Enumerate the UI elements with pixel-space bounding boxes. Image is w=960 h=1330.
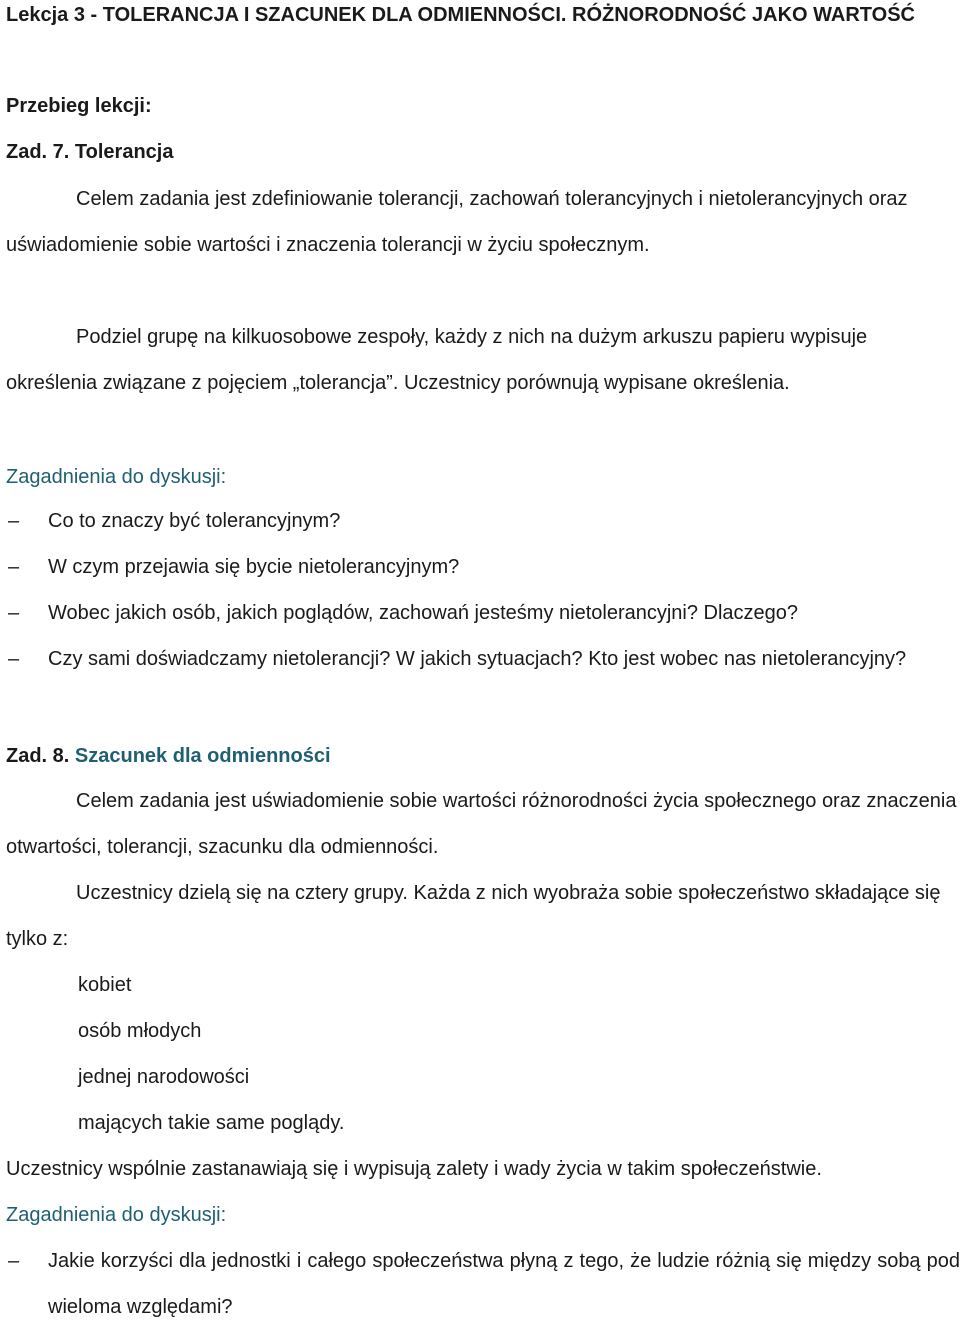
task-7-title: Tolerancja (74, 141, 174, 163)
task-8-instructions-paragraph: Uczestnicy dzielą się na cztery grupy. Każda z nich wyobraża sobie społeczeństwo składające się tylko z: (6, 882, 941, 950)
task-8-number: Zad. 8. (6, 745, 75, 767)
task-8-goal-paragraph: Celem zadania jest uświadomienie sobie wartości różnorodności życia społecznego oraz znaczenia otwartości, tolerancji, szacunku dla odmienności. (6, 790, 957, 858)
page-title: Lekcja 3 - TOLERANCJA I SZACUNEK DLA ODMIENNOŚCI. RÓŻNORODNOŚĆ JAKO WARTOŚĆ (6, 4, 915, 26)
task-7-number: Zad. 7. (6, 141, 75, 163)
list-item (6, 636, 960, 682)
task-8-title: Szacunek dla odmienności (74, 745, 331, 767)
task-8-question-list (6, 1238, 960, 1330)
dash-bullet-icon: – (8, 602, 20, 624)
task-8-discussion-label: Zagadnienia do dyskusji: (6, 1204, 227, 1226)
list-item (6, 1238, 960, 1330)
task-8-heading (6, 734, 960, 778)
list-item (6, 544, 960, 590)
dash-bullet-icon: – (8, 1250, 20, 1272)
dash-bullet-icon: – (8, 648, 20, 670)
list-item: osób młodych (78, 1020, 202, 1042)
society-groups-list (6, 962, 960, 1146)
list-item (6, 498, 960, 544)
dash-bullet-icon: – (8, 510, 20, 532)
list-item: jednej narodowości (78, 1066, 250, 1088)
question-text: W czym przejawia się bycie nietolerancyjnym? (48, 556, 460, 578)
question-text: Jakie korzyści dla jednostki i całego społeczeństwa płyną z tego, że ludzie różnią się między sobą pod wieloma względami? (48, 1250, 960, 1318)
question-text: Czy sami doświadczamy nietolerancji? W jakich sytuacjach? Kto jest wobec nas nietolerancyjny? (48, 648, 907, 670)
task-8-summary-paragraph: Uczestnicy wspólnie zastanawiają się i wypisują zalety i wady życia w takim społeczeństwie. (6, 1158, 822, 1180)
question-text: Wobec jakich osób, jakich poglądów, zachowań jesteśmy nietolerancyjni? Dlaczego? (48, 602, 799, 624)
task-7-discussion-label: Zagadnienia do dyskusji: (6, 466, 227, 488)
lesson-plan-label: Przebieg lekcji: (6, 95, 152, 117)
list-item: mających takie same poglądy. (78, 1112, 345, 1134)
question-text: Co to znaczy być tolerancyjnym? (48, 510, 341, 532)
task-7-instructions-paragraph: Podziel grupę na kilkuosobowe zespoły, każdy z nich na dużym arkuszu papieru wypisuje określenia związane z pojęciem „tolerancja”. Uczestnicy porównują wypisane określenia. (6, 326, 868, 394)
task-7-goal-paragraph: Celem zadania jest zdefiniowanie tolerancji, zachowań tolerancyjnych i nietolerancyjnych oraz uświadomienie sobie wartości i znaczenia tolerancji w życiu społecznym. (6, 188, 908, 256)
task-7-heading (6, 134, 960, 170)
task-7-question-list (6, 498, 960, 682)
list-item (6, 590, 960, 636)
list-item: kobiet (78, 974, 132, 996)
dash-bullet-icon: – (8, 556, 20, 578)
